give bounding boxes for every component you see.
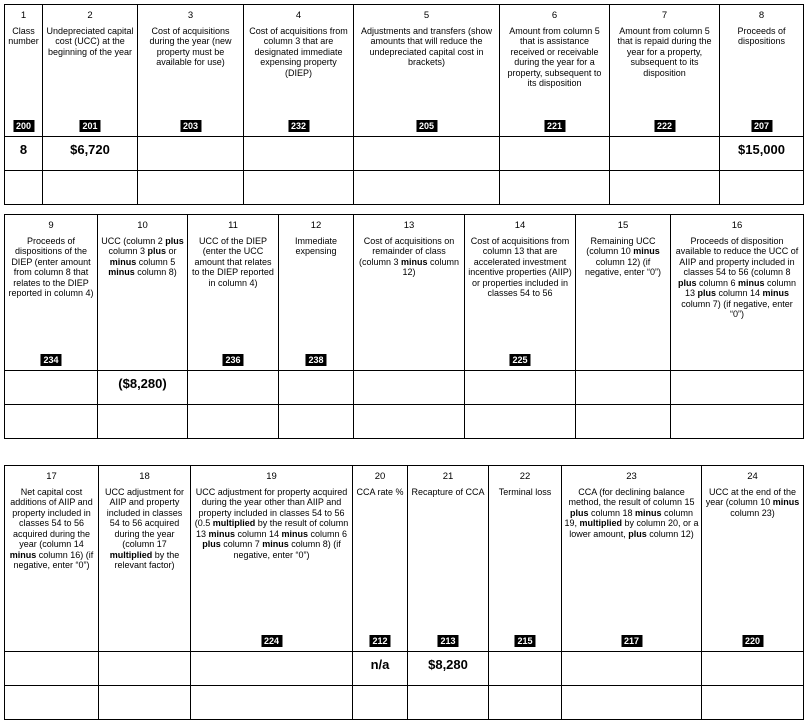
col-3-header: 3 Cost of acquisitions during the year (new property must be available for use) 203 [138,5,244,137]
empty-cell[interactable] [5,405,98,439]
table-1-header-row [5,5,804,137]
col-23-header: 23 CCA (for declining balance method, the result of column 15 plus column 18 minus column 19, multiplied by column 20, or a lower amount, plus column 12) 217 [562,466,702,652]
line-code-badge: 200 [13,120,34,132]
col-8-value[interactable]: $15,000 [720,137,804,171]
col-18-value[interactable] [99,652,191,686]
empty-cell[interactable] [5,686,99,720]
cca-table-2 [4,214,804,439]
table-3-header-row [5,466,804,652]
line-code-badge: 215 [514,635,535,647]
col-7-header: 7 Amount from column 5 that is repaid during the year for a property, subsequent to its disposition 222 [610,5,720,137]
table-3-value-row [5,652,804,686]
line-code-badge: 222 [654,120,675,132]
col-22-value[interactable] [489,652,562,686]
empty-cell[interactable] [610,171,720,205]
line-code-badge: 232 [288,120,309,132]
empty-cell[interactable] [354,171,500,205]
empty-cell[interactable] [500,171,610,205]
table-2-header-row [5,215,804,371]
col-12-header: 12 Immediate expensing 238 [279,215,354,371]
col-2-value[interactable]: $6,720 [43,137,138,171]
col-16-header: 16 Proceeds of disposition available to reduce the UCC of AIIP and property included in classes 54 to 56 (column 8 plus column 6 minus column 13 plus column 14 minus column 7) (if negative, enter “0”) [671,215,804,371]
line-code-badge: 217 [621,635,642,647]
table-1-value-row [5,137,804,171]
empty-cell[interactable] [562,686,702,720]
col-20-value[interactable]: n/a [353,652,408,686]
table-3-empty-row [5,686,804,720]
line-code-badge: 201 [79,120,100,132]
empty-cell[interactable] [576,405,671,439]
col-21-header: 21 Recapture of CCA 213 [408,466,489,652]
line-code-badge: 221 [544,120,565,132]
col-8-header: 8 Proceeds of dispositions 207 [720,5,804,137]
empty-cell[interactable] [465,405,576,439]
col-7-value[interactable] [610,137,720,171]
line-code-badge: 238 [305,354,326,366]
col-1-header: 1 Class number 200 [5,5,43,137]
empty-cell[interactable] [408,686,489,720]
empty-cell[interactable] [98,405,188,439]
empty-cell[interactable] [702,686,804,720]
line-code-badge: 205 [416,120,437,132]
col-6-value[interactable] [500,137,610,171]
line-code-badge: 220 [742,635,763,647]
col-10-header: 10 UCC (column 2 plus column 3 plus or minus column 5 minus column 8) [98,215,188,371]
col-9-header: 9 Proceeds of dispositions of the DIEP (enter amount from column 8 that relates to the DIEP reported in column 4) 234 [5,215,98,371]
empty-cell[interactable] [244,171,354,205]
col-15-value[interactable] [576,371,671,405]
empty-cell[interactable] [354,405,465,439]
cca-table-3 [4,465,804,720]
empty-cell[interactable] [191,686,353,720]
line-code-badge: 236 [222,354,243,366]
col-22-header: 22 Terminal loss 215 [489,466,562,652]
empty-cell[interactable] [5,171,43,205]
col-13-header: 13 Cost of acquisitions on remainder of class (column 3 minus column 12) [354,215,465,371]
col-5-header: 5 Adjustments and transfers (show amounts that will reduce the undepreciated capital cost in brackets) 205 [354,5,500,137]
col-4-value[interactable] [244,137,354,171]
col-21-value[interactable]: $8,280 [408,652,489,686]
col-5-value[interactable] [354,137,500,171]
col-13-value[interactable] [354,371,465,405]
col-15-header: 15 Remaining UCC (column 10 minus column 12) (if negative, enter “0”) [576,215,671,371]
col-3-value[interactable] [138,137,244,171]
col-4-header: 4 Cost of acquisitions from column 3 that are designated immediate expensing property (DIEP) 232 [244,5,354,137]
line-code-badge: 225 [509,354,530,366]
col-18-header: 18 UCC adjustment for AIIP and property included in classes 54 to 56 acquired during the year (column 17 multiplied by the relevant factor) [99,466,191,652]
col-1-value[interactable]: 8 [5,137,43,171]
cca-table-1 [4,4,804,205]
line-code-badge: 213 [437,635,458,647]
line-code-badge: 212 [369,635,390,647]
empty-cell[interactable] [671,405,804,439]
col-14-header: 14 Cost of acquisitions from column 13 that are accelerated investment incentive properties (AIIP) or properties included in classes 54 to 56 225 [465,215,576,371]
table-2-empty-row [5,405,804,439]
col-14-value[interactable] [465,371,576,405]
col-23-value[interactable] [562,652,702,686]
col-11-value[interactable] [188,371,279,405]
empty-cell[interactable] [43,171,138,205]
table-1-empty-row [5,171,804,205]
line-code-badge: 203 [180,120,201,132]
empty-cell[interactable] [489,686,562,720]
table-2-value-row [5,371,804,405]
empty-cell[interactable] [138,171,244,205]
line-code-badge: 224 [261,635,282,647]
col-10-value[interactable]: ($8,280) [98,371,188,405]
col-12-value[interactable] [279,371,354,405]
col-19-header: 19 UCC adjustment for property acquired during the year other than AIIP and property included in classes 54 to 56 (0.5 multiplied by the result of column 13 minus column 14 minus column 6 plus column 7 minus column 8) (if negative, enter “0”) 224 [191,466,353,652]
col-6-header: 6 Amount from column 5 that is assistance received or receivable during the year for a property, subsequent to its disposition 221 [500,5,610,137]
col-24-header: 24 UCC at the end of the year (column 10 minus column 23) 220 [702,466,804,652]
col-19-value[interactable] [191,652,353,686]
col-16-value[interactable] [671,371,804,405]
col-24-value[interactable] [702,652,804,686]
col-2-header: 2 Undepreciated capital cost (UCC) at the beginning of the year 201 [43,5,138,137]
col-17-value[interactable] [5,652,99,686]
empty-cell[interactable] [188,405,279,439]
empty-cell[interactable] [353,686,408,720]
col-17-header: 17 Net capital cost additions of AIIP and property included in classes 54 to 56 acquired during the year (column 14 minus column 16) (if negative, enter “0”) [5,466,99,652]
line-code-badge: 234 [40,354,61,366]
col-11-header: 11 UCC of the DIEP (enter the UCC amount that relates to the DIEP reported in column 4) 236 [188,215,279,371]
empty-cell[interactable] [99,686,191,720]
empty-cell[interactable] [279,405,354,439]
col-20-header: 20 CCA rate % 212 [353,466,408,652]
line-code-badge: 207 [751,120,772,132]
empty-cell[interactable] [720,171,804,205]
col-9-value[interactable] [5,371,98,405]
